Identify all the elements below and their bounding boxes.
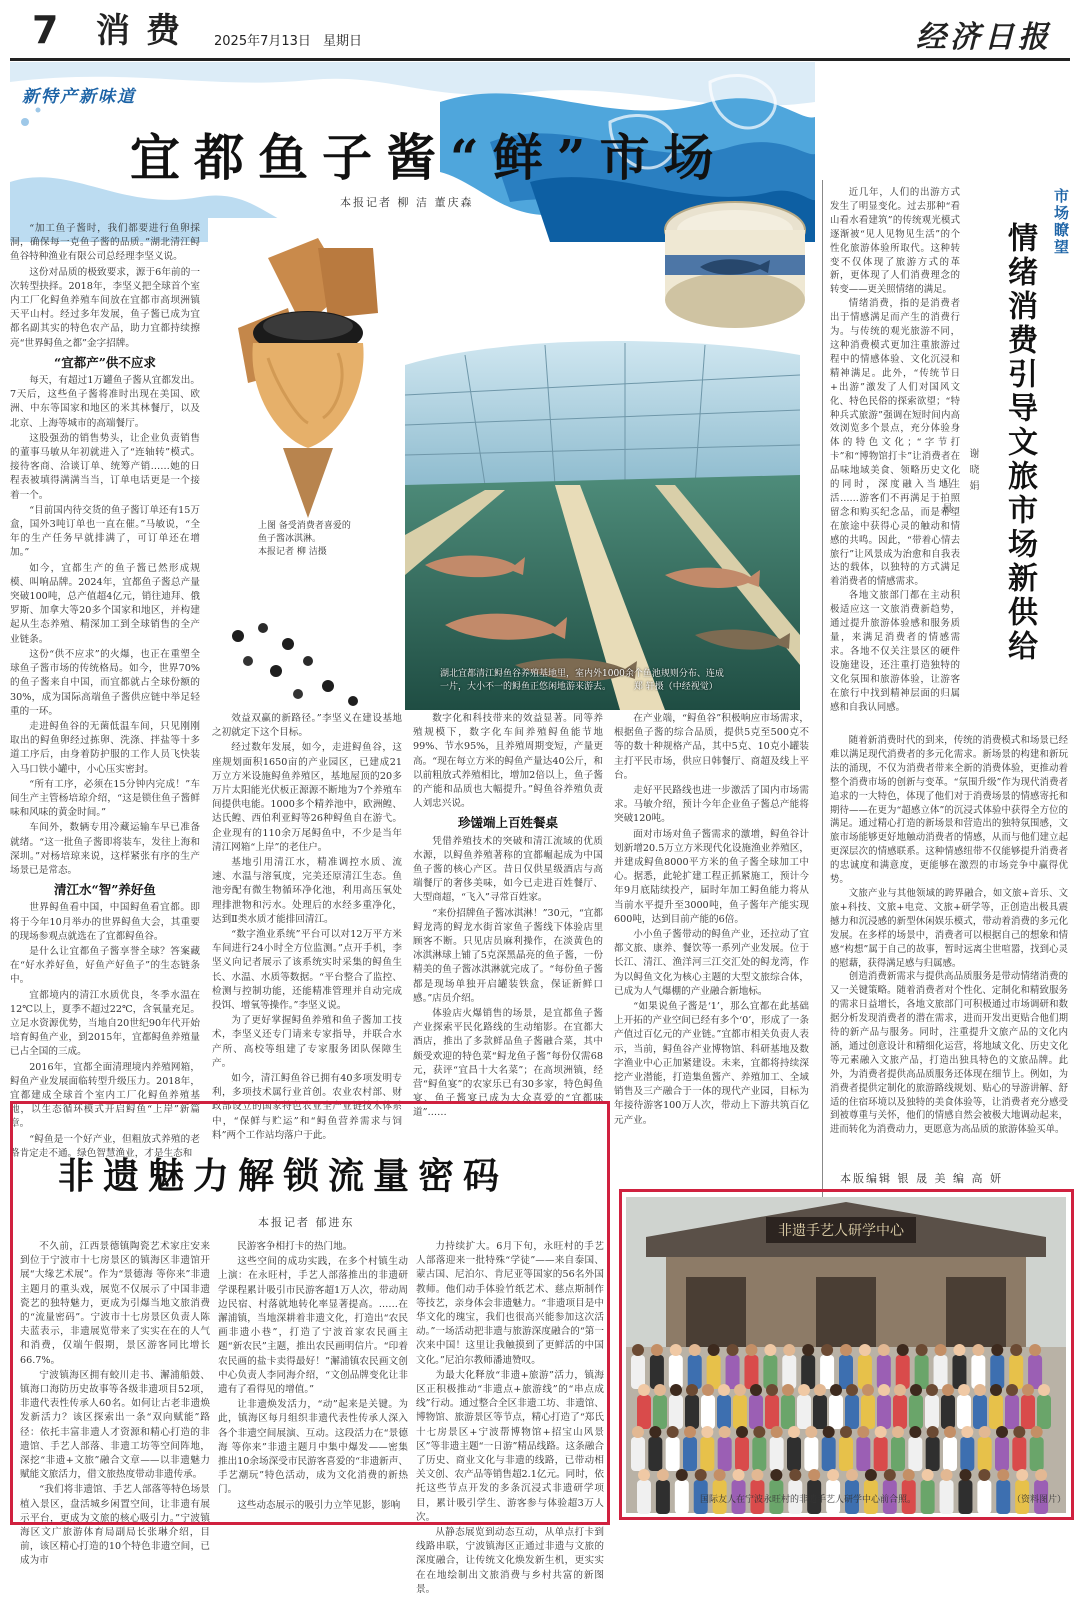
person-figure <box>858 1355 872 1389</box>
person-figure <box>787 1437 801 1471</box>
paragraph: 2016年，宜都全面清理境内养殖网箱，鲟鱼产业发展面临转型升级压力。2018年，宜都建成全球首个室内工厂化鲟鱼养殖基地，以生态循环模式开启鲟鱼“上岸”新篇章。 <box>10 1061 200 1130</box>
person-figure <box>789 1469 801 1481</box>
paragraph: 数字化和科技带来的效益显著。同等养殖规模下，数字化车间养殖鲟鱼能节地99%、节水95%，且养殖周期变短，产量更高。“现在每立方米的鲟鱼产量达40公斤，和以前粗放式养殖相比，增加2倍以上，鱼子酱的产能和品质也大幅提升。”鲟鱼谷养殖负责人刘忠兴说。 <box>413 713 603 810</box>
person-figure <box>675 1480 689 1514</box>
person-figure <box>649 1426 661 1438</box>
person-figure <box>764 1344 776 1356</box>
paragraph: 是什么让宜都鱼子酱享誉全球？答案藏在“好水养好鱼，好鱼产好鱼子”的生态链条中。 <box>10 945 200 986</box>
person-figure <box>1016 1469 1028 1481</box>
person-figure <box>958 1384 970 1396</box>
person-figure <box>892 1426 904 1438</box>
person-figure <box>941 1395 955 1429</box>
paragraph: “加工鱼子酱时，我们都要进行鱼卵採洞，确保每一克鱼子酱的品质。”湖北清江鲟鱼谷特种渔业有限公司总经理李坚义说。 <box>10 223 200 263</box>
person-figure <box>718 1437 732 1471</box>
person-figure <box>653 1395 667 1429</box>
person-figure <box>651 1344 663 1356</box>
person-figure <box>669 1395 683 1429</box>
person-figure <box>859 1344 871 1356</box>
caption-line: 湖北宜都清江鲟鱼谷养殖基地里，室内外1000余个鱼池规则分布、连成 <box>440 669 724 679</box>
person-figure <box>990 1384 1002 1396</box>
side-section-tag: 市场瞭望 <box>1052 188 1070 256</box>
person-figure <box>1037 1395 1051 1429</box>
paragraph: 这股强劲的销售势头，让企业负责销售的董事马敏从年初就进入了“连轴转”模式。接待客商、洽谈订单、统筹产销……她的日程表被填得满满当当，订单电话更是一个接着一个。 <box>10 432 200 501</box>
person-figure <box>750 1384 762 1396</box>
paragraph: “目前国内待交货的鱼子酱订单还有15万盒，国外3吨订单也一直在催。”马敏说，“全年的生产任务早就排满了，可订单还在增加。” <box>10 504 200 559</box>
person-figure <box>744 1355 758 1389</box>
person-figure <box>822 1437 836 1471</box>
paragraph: 不久前，江西景德镇陶瓷艺术家庄安来到位于宁波市十七房景区的镇海区非遗馆开展“大缘艺术展”。作为“景德海 等你来”非遗主题月的重头戏，展览不仅展示了中国非遗瓷艺的独特魅力，更成为引爆当地文旅消费的“流量密码”。宁波市十七房景区负责人陈夫蓝表示，非遗展览带来了实实在在的人气和消费，仅端午假期，景区游客同比增长66.7%。 <box>20 1241 210 1366</box>
lead-headline: 宜都鱼子酱“鲜”市场 <box>130 128 728 187</box>
person-figure <box>770 1437 784 1471</box>
person-figure <box>654 1384 666 1396</box>
person-figure <box>823 1426 835 1438</box>
paragraph: 小小鱼子酱带动的鲟鱼产业，还拉动了宜都文旅、康养、餐饮等一系列产业发展。位于长江、清江、渔洋河三江交汇处的鲟龙湾，作为以鲟鱼文化为核心主题的大型文旅综合体，已成为人气爆棚的产业融合新地标。 <box>614 929 809 997</box>
person-figure <box>666 1437 680 1471</box>
lead-column-1 <box>10 222 200 1159</box>
paragraph: 民游客争相打卡的热门地。 <box>237 1241 353 1252</box>
person-figure <box>996 1480 1010 1514</box>
paragraph: 世界鲟鱼看中国，中国鲟鱼看宜都。即将于今年10月举办的世界鲟鱼大会，其重要的现场参观点就选在了宜都鲟鱼谷。 <box>10 902 200 942</box>
person-figure <box>797 1395 811 1429</box>
person-figure <box>896 1355 910 1389</box>
paragraph: 这些动态展示的吸引力立竿见影，影响 <box>237 1499 401 1511</box>
person-figure <box>688 1355 702 1389</box>
person-figure <box>910 1384 922 1396</box>
person-figure <box>840 1426 852 1438</box>
paragraph: “数字渔业系统”平台可以对12万平方米车间进行24小时全方位监测。”点开手机，李坚义向记者展示了该系统实时采集的鲟鱼生长、水温、水质等数据。“平台整合了监控、检测与控制功能，还能精准管理并自动完成投饵、增氧等操作。”李坚义说。 <box>212 929 402 1012</box>
person-figure <box>908 1437 922 1471</box>
heritage-photo-caption: 国际友人在宁波永旺村的非遗手艺人研学中心前合照。 <box>700 1495 917 1505</box>
paragraph: 走好平民路线也进一步激活了国内市场需求。马敏介绍，预计今年企业鱼子酱总产能将突破120吨。 <box>614 785 809 825</box>
paragraph: 让非遗焕发活力，“动”起来是关键。为此，镇海区每月组织非遗代表性传承人深入各个非遗空间展演、互动。这段活力在“景德海 等你来”非遗主题月中集中爆发——密集推出10余场深受市民游客喜爱的“非遗新声、手艺潮玩”特色活动，成为文化消费的新热门。 <box>218 1399 408 1496</box>
side-column-bottom <box>830 734 1068 1164</box>
person-figure <box>934 1355 948 1389</box>
person-figure <box>845 1395 859 1429</box>
person-figure <box>996 1426 1008 1438</box>
person-figure <box>894 1384 906 1396</box>
person-figure <box>944 1426 956 1438</box>
person-figure <box>865 1469 877 1481</box>
lead-column-3 <box>413 712 604 1119</box>
person-figure <box>921 1480 935 1514</box>
person-figure <box>960 1437 974 1471</box>
paragraph: 体验店火爆销售的场景，是宜都鱼子酱产业探索平民化路线的生动缩影。在宜都大酒店，推出了多款鲜品鱼子酱融合菜，其中颇受欢迎的特色菜“鲟龙鱼子酱”每份仅需68元，获评“宜昌十大名菜”；在高坝洲镇，经营“鲟鱼宴”的农家乐已有30多家，特色鲟鱼宴、鱼子酱宴已成为大众喜爱的“宜都味道”…… <box>413 1008 603 1119</box>
person-figure <box>637 1395 651 1429</box>
person-figure <box>820 1355 834 1389</box>
page-number: 7 <box>32 8 59 52</box>
person-figure <box>840 1344 852 1356</box>
lead-column-2 <box>212 712 402 1141</box>
caption-credit: 本报记者 柳 洁摄 <box>258 547 327 557</box>
person-figure <box>638 1384 650 1396</box>
paragraph: “来份招牌鱼子酱冰淇淋！”30元，“宜都鲟龙湾的鲟龙水街首家鱼子酱线下体验店里顾客不断。只见店员麻利操作，在淡黄色的冰淇淋球上铺了5克深黑晶亮的鱼子酱，一份精美的鱼子酱冰淇淋就完成了。“每份鱼子酱都是现场单独开启罐装铁盒，保证新鲜口感。”店员介绍。 <box>413 907 604 1004</box>
person-figure <box>862 1384 874 1396</box>
person-figure <box>781 1395 795 1429</box>
paragraph: 文旅产业与其他领域的跨界融合，如文旅+音乐、文旅+科技、文旅+电竞、文旅+研学等，正创造出极具震撼力和沉浸感的新型休闲娱乐模式，带动着消费的多元化发展。在多样的场景中，消费者可以根据自己的想象和情感“构想”属于自己的故事，暂时远离尘世喧嚣，找到心灵的慰藉，获得满足感与归属感。 <box>830 887 1068 969</box>
person-figure <box>959 1469 971 1481</box>
person-figure <box>669 1355 683 1389</box>
person-figure <box>783 1344 795 1356</box>
person-figure <box>903 1469 915 1481</box>
person-figure <box>979 1426 991 1438</box>
person-figure <box>798 1384 810 1396</box>
paragraph: 各地文旅部门都在主动积极适应这一文旅消费新趋势，通过提升旅游体验感和服务质量，来满足消费者的情感需求。各地不仅关注景区的硬件设施建设，还注重打造独特的文化氛围和旅游体验，让游客在旅行中找到精神层面的归属感和自我认同感。 <box>830 590 960 713</box>
paragraph: 随着新消费时代的到来，传统的消费模式和场景已经难以满足现代消费者的多元化需求。新场景的构建和新玩法的涌现，不仅为消费者带来全新的消费体验，更推动着整个消费市场的创新与变革。“氛围升级”作为现代消费者追求的一大特色，体现了他们对于消费场景的情感寄托和期待——在更为“超感立体”的沉浸式体验中获得全方位的满足。通过精心打造的新场景和营造出的独特氛围感，文旅市场能够更好地触动消费者的情感，从而与他们建立起更深层次的情感联系。这种情感纽带不仅能够提升消费者的忠诚度和满意度，更能够在激烈的市场竞争中赢得优势。 <box>830 735 1068 886</box>
person-figure <box>893 1395 907 1429</box>
person-figure <box>808 1469 820 1481</box>
person-figure <box>856 1437 870 1471</box>
person-figure <box>771 1426 783 1438</box>
paragraph: 宜都境内的清江水质优良，冬季水温在12℃以上，夏季不超过22℃，含氧量充足。立足水资源优势，当地自20世纪90年代开始培育鲟鱼产业，到2015年，宜都鲟鱼养殖量已占全国的三成。 <box>10 989 200 1058</box>
person-figure <box>973 1395 987 1429</box>
subhead: 珍馐端上百姓餐桌 <box>457 815 558 831</box>
paragraph: “鲟鱼是一个好产业，但粗放式养殖的老路肯定走不通。绿色智慧渔业，才是生态和 <box>10 1133 200 1159</box>
caption-line: 一片，大小不一的鲟鱼正悠闲地游来游去。 <box>440 682 612 692</box>
person-figure <box>701 1395 715 1429</box>
person-figure <box>952 1355 966 1389</box>
person-figure <box>926 1384 938 1396</box>
person-figure <box>667 1426 679 1438</box>
person-figure <box>827 1469 839 1481</box>
paragraph: 为最大化释放“非遗+旅游”活力，镇海区正积极推动“非遗点+旅游线”的“串点成线”行动。通过整合全区非遗工坊、非遗馆、博物馆、旅游景区等节点，精心打造了“郑氏十七房景区+宁波帮博物馆+招宝山风景区”等非遗主题“一日游”精品线路。这条融合了历史、商业文化与非遗的线路，已带动相关文创、农产品等销售超2.1亿元。同时，依托这些节点开发的多条沉浸式非遗研学项目，累计吸引学生、游客参与体验超3万人次。 <box>416 1369 604 1523</box>
person-figure <box>877 1395 891 1429</box>
person-figure <box>821 1344 833 1356</box>
caption-credit: 郑 轩摄（中经视觉） <box>633 682 718 692</box>
person-figure <box>974 1384 986 1396</box>
heritage-photo-credit: （资料图片） <box>1012 1495 1067 1505</box>
paragraph: 基地引用清江水，精准调控水质、流速、水温与溶氧度，完美还原清江生态。鱼池旁配有微生物循环净化池，利用高压氧处理排泄物和污水。处理后的水经多重净化，达到Ⅱ类水质才能排回清江。 <box>212 857 402 925</box>
person-figure <box>1031 1426 1043 1438</box>
person-figure <box>632 1426 644 1438</box>
heritage-column-2 <box>218 1240 408 1515</box>
person-figure <box>1010 1344 1022 1356</box>
inset-photo-caption <box>258 520 398 559</box>
person-figure <box>839 1355 853 1389</box>
person-figure <box>638 1469 650 1481</box>
person-figure <box>804 1437 818 1471</box>
person-figure <box>718 1384 730 1396</box>
person-figure <box>813 1395 827 1429</box>
person-figure <box>770 1469 782 1481</box>
person-figure <box>1029 1344 1041 1356</box>
person-figure <box>1013 1426 1025 1438</box>
person-figure <box>971 1355 985 1389</box>
person-figure <box>714 1469 726 1481</box>
paragraph: 从静态展览到动态互动，从单点打卡到线路串联，宁波镇海区正通过非遗与文旅的深度融合，让传统文化焕发新生机，更实实在在地绘制出文旅消费与乡村共富的新图景。 <box>416 1527 604 1595</box>
person-figure <box>990 1355 1004 1389</box>
person-figure <box>683 1437 697 1471</box>
section-kicker: 新特产新味道 <box>22 87 136 107</box>
side-author: 马 晨 <box>940 478 951 520</box>
person-figure <box>922 1469 934 1481</box>
weekday: 星期日 <box>323 34 363 49</box>
main-photo-caption <box>440 668 800 694</box>
heritage-headline: 非遗魅力解锁流量密码 <box>58 1155 509 1197</box>
paragraph: 车间外，数辆专用冷藏运输车早已准备就绪。“这一批鱼子酱即将装车，发往上海和深圳。”对杨培琼来说，这样紧张有序的生产场景已是常态。 <box>10 822 200 876</box>
person-figure <box>878 1384 890 1396</box>
person-figure <box>733 1395 747 1429</box>
heritage-group-photo <box>626 1197 1066 1513</box>
person-figure <box>1038 1384 1050 1396</box>
person-figure <box>884 1469 896 1481</box>
section-name: 消费 <box>96 11 196 51</box>
lead-column-4 <box>614 712 809 1126</box>
person-figure <box>727 1344 739 1356</box>
person-figure <box>648 1437 662 1471</box>
person-figure <box>978 1469 990 1481</box>
person-figure <box>1012 1437 1026 1471</box>
caption-line: 鱼子酱冰淇淋。 <box>258 534 322 544</box>
person-figure <box>877 1355 891 1389</box>
sturgeon-farm-photo <box>405 335 800 710</box>
person-figure <box>735 1437 749 1471</box>
person-figure <box>977 1480 991 1514</box>
person-figure <box>700 1437 714 1471</box>
person-figure <box>670 1384 682 1396</box>
person-figure <box>763 1355 777 1389</box>
masthead <box>0 0 1080 62</box>
heritage-byline: 本报记者 郁进东 <box>258 1216 355 1229</box>
paragraph: “如果说鱼子酱是‘1’，那么宜都在此基础上开拓的产业空间已经有多个‘0’，形成了一条产值过百亿元的产业链。”宜都市相关负责人表示，当前，鲟鱼谷产业博物馆、科研基地及数字渔业中心正加紧建设。未来，宜都将持续深挖产业潜能，打造集鱼酱产、养殖加工、全域销售及三产融合于一体的现代产业园，目标为年接待游客100万人次，带动上下游共筑百亿元产业。 <box>614 1001 809 1126</box>
person-figure <box>766 1384 778 1396</box>
paragraph: 在产业端，“鲟鱼谷”积极响应市场需求，根据鱼子酱的综合品质，提供5克至500克不等的数十种规格产品，其中5克、10克小罐装主打平民市场，供应日韩餐厅、商超及线上平台。 <box>614 713 809 781</box>
heritage-sign: 非遗手艺人研学中心 <box>778 1223 904 1239</box>
person-figure <box>829 1395 843 1429</box>
caviar-tin-illustration <box>660 195 810 335</box>
paragraph: 近几年，人们的出游方式发生了明显变化。过去那种“看山看水看建筑”的传统观光模式逐渐被“见人见物见生活”的个性化旅游体验所取代。这种转变不仅体现了旅游方式的革新，更体现了人们消费理念的转变——更关照情绪的满足。 <box>830 187 960 296</box>
subhead: 清江水“智”养好鱼 <box>54 882 156 898</box>
person-figure <box>915 1355 929 1389</box>
person-figure <box>631 1355 645 1389</box>
person-figure <box>989 1395 1003 1429</box>
person-figure <box>670 1344 682 1356</box>
person-figure <box>637 1480 651 1514</box>
person-figure <box>751 1469 763 1481</box>
person-figure <box>631 1437 645 1471</box>
person-figure <box>997 1469 1009 1481</box>
person-figure <box>935 1344 947 1356</box>
person-figure <box>1028 1355 1042 1389</box>
paper-logo: 经济日报 <box>916 20 1052 55</box>
editors-credit: 本版编辑 银 晟 美 编 高 妍 <box>840 1172 1003 1185</box>
person-figure <box>719 1426 731 1438</box>
paragraph: 如今，清江鲟鱼谷已拥有40多项发明专利，多项技术属行业首创。农业农村部、财政部设立的国家特色农业全产业链技术体系中，“保鲜与贮运”和“鲟鱼营养需求与饲料”两个工作站均落户于此。 <box>212 1073 402 1141</box>
person-figure <box>942 1384 954 1396</box>
person-figure <box>788 1426 800 1438</box>
heritage-column-3 <box>416 1240 604 1595</box>
paragraph: 面对市场对鱼子酱需求的激增，鲟鱼谷计划新增20.5万立方米现代化设施渔业养殖区，并建成鲟鱼8000平方米的鱼子酱全球加工中心。据悉，此轮扩建工程正抓紧施工，预计今年9月底陆续投产，届时年加工鲟鱼能力将从当前水平提升至3000吨，鱼子酱年产能实现600吨，达到目前产能的6倍。 <box>614 828 809 925</box>
person-figure <box>958 1480 972 1514</box>
person-figure <box>941 1469 953 1481</box>
issue-date <box>214 30 362 49</box>
person-figure <box>782 1355 796 1389</box>
person-figure <box>916 1344 928 1356</box>
paragraph: 经过数年发展，如今，走进鲟鱼谷，这座规划面积1650亩的产业园区，已建成21万立方米设施鲟鱼养殖区，基地屋顶的20多万片太阳能光伏板正源源不断地为7个养殖车间提供电能。1000多个精养池中，欧洲鳇、达氏鳇、西伯利亚鲟等26种鲟鱼自在游弋。企业现有的110余万尾鲟鱼中，不少是当年清江网箱“上岸”的老住户。 <box>212 742 402 853</box>
paragraph: 每天，有超过1万罐鱼子酱从宜都发出。7天后，这些鱼子酱将准时出现在美国、欧洲、中东等国家和地区的米其林餐厅，以及北京、上海等城市的高端餐厅。 <box>10 375 200 429</box>
person-figure <box>765 1395 779 1429</box>
person-figure <box>857 1426 869 1438</box>
paragraph: 情绪消费，指的是消费者出于情感满足而产生的消费行为。与传统的观光旅游不同，这种消费模式更加注重旅游过程中的情感体验、文化沉浸和精神满足。此外，“传统节日+出游”激发了人们对国风文化、特色民俗的探索欲望；“特种兵式旅游”强调在短时间内高效浏览多个景点，充分体验身体的特色文化；“字节打卡”和“博物馆打卡”让消费者在品味地域美食、领略历史文化的同时，深度融入当地生活……游客们不再满足于拍照留念和购买纪念品，而是希望在旅途中获得心灵的触动和情感的共鸣。因此，“带着心情去旅行”让风景成为治愈和自我表达的载体，以独特的方式满足着消费者的情感需求。 <box>830 298 960 588</box>
person-figure <box>734 1384 746 1396</box>
person-figure <box>1030 1437 1044 1471</box>
masthead-rule <box>10 58 1070 61</box>
paragraph: “我们将非遗馆、手艺人部落等特色场景植入景区，盘活城乡闲置空间，让非遗有展示平台，更成为文旅的核心吸引力。”宁波镇海区文广旅游体育局副局长张琳介绍，目前，该区精心打造的10个特色非遗空间，已成为市 <box>20 1484 210 1567</box>
person-figure <box>782 1384 794 1396</box>
person-figure <box>846 1384 858 1396</box>
person-figure <box>726 1355 740 1389</box>
paragraph: 创造消费新需求与提供高品质服务是带动情绪消费的又一关键策略。随着消费者对个性化、定制化和精致服务的需求日益增长，各地文旅部门可积极通过市场调研和数据分析发现消费者的潜在需求，进而开发出更贴合他们期待的新产品与服务。同时，注重提升文旅产品的文化内涵，通过创意设计和精细化运营，将地域文化、历史文化等元素融入文旅产品，打造出独具特色的文旅品牌。此外，为消费者提供高品质服务还体现在细节上。例如，为消费者提供定制化的旅游路线规划、贴心的导游讲解、舒适的住宿环境以及独特的美食体验等，让消费者充分感受到被尊重与关怀，他们的情感自然会被极大地调动起来，进而转化为消费动力，更愿意为高品质的旅游体验买单。 <box>830 971 1068 1136</box>
paragraph: 这份“供不应求”的火爆，也正在重塑全球鱼子酱市场的传统格局。如今，世界70%的鱼子酱来自中国，而宜都就占全球份额的30%，成为国际高端鱼子酱供应链中举足轻重的一环。 <box>10 648 200 717</box>
person-figure <box>995 1437 1009 1471</box>
side-author: 谢晓娟 <box>967 448 978 496</box>
paragraph: 这些空间的成功实践，在多个村镇生动上演：在永旺村，手艺人部落推出的非遗研学课程累计吸引市民游客超1万人次，带动周边民宿、村落就地转化率显著提高。……在澥浦镇，当地深耕着非遗文化，打造出“农民画非遗小巷”，打造了宁波首家农民画主题“新农民”主题，推出农民画明信片。“印着农民画的盐卡卖得最好！”澥浦镇农民画文创中心负责人李同海介绍，“文创品牌变化让非遗有了看得见的增值。” <box>218 1256 408 1396</box>
person-figure <box>802 1344 814 1356</box>
person-figure <box>801 1355 815 1389</box>
person-figure <box>1005 1395 1019 1429</box>
person-figure <box>686 1384 698 1396</box>
person-figure <box>650 1355 664 1389</box>
person-figure <box>957 1395 971 1429</box>
person-figure <box>891 1437 905 1471</box>
person-figure <box>702 1384 714 1396</box>
person-figure <box>805 1426 817 1438</box>
person-figure <box>978 1437 992 1471</box>
person-figure <box>909 1426 921 1438</box>
person-figure <box>940 1480 954 1514</box>
date: 2025年7月13日 <box>214 34 311 49</box>
person-figure <box>953 1344 965 1356</box>
person-figure <box>657 1469 669 1481</box>
person-figure <box>875 1426 887 1438</box>
person-figure <box>961 1426 973 1438</box>
lead-byline: 本报记者 柳 洁 董庆森 <box>340 196 474 209</box>
person-figure <box>943 1437 957 1471</box>
person-figure <box>972 1344 984 1356</box>
person-figure <box>814 1384 826 1396</box>
person-figure <box>1021 1395 1035 1429</box>
paragraph: 凭借养殖技术的突破和清江流域的优质水源，以鲟鱼养殖著称的宜都崛起成为中国鱼子酱的核心产区。昔日仅供星级酒店与高端餐厅的奢侈美味，如今已走进百姓餐厅、大型商超，“飞入”寻常百姓家。 <box>413 835 603 904</box>
person-figure <box>632 1344 644 1356</box>
person-figure <box>839 1437 853 1471</box>
side-column-top <box>830 186 960 731</box>
caviar-icecream-photo <box>208 218 408 518</box>
caviar-pearls-decoration <box>218 616 378 716</box>
person-figure <box>897 1344 909 1356</box>
person-figure <box>689 1344 701 1356</box>
person-figure <box>745 1344 757 1356</box>
paragraph: 如今，宜都生产的鱼子酱已然形成规模、叫响品牌。2024年，宜都鱼子酱总产量突破100吨，总产值超4亿元，销往迪拜、俄罗斯、加拿大等20多个国家和地区，并构建起从生态养殖、精深加工到全球销售的全产业链条。 <box>10 562 200 645</box>
person-figure <box>736 1426 748 1438</box>
person-figure <box>685 1395 699 1429</box>
subhead: “宜都产”供不应求 <box>54 354 156 370</box>
person-figure <box>830 1384 842 1396</box>
side-headline: 情绪消费引导文旅市场新供给 <box>1002 222 1037 664</box>
person-figure <box>684 1426 696 1438</box>
person-figure <box>1006 1384 1018 1396</box>
person-figure <box>656 1480 670 1514</box>
paragraph: 为了更好掌握鲟鱼养殖和鱼子酱加工技术，李坚义还专门请来专家指导，并联合水产所、高校等组建了专家服务团队保障生产。 <box>212 1015 402 1069</box>
paragraph: 这份对品质的极致要求，源于6年前的一次转型抉择。2018年，李坚义把全球首个室内工厂化鲟鱼养殖车间放在宜都市高坝洲镇天平山村。经过多年发展，鱼子酱已成为宜都名副其实的特色农产品，助力宜都持续擦亮“世界鲟鱼之都”金字招牌。 <box>10 266 200 349</box>
person-figure <box>733 1469 745 1481</box>
person-figure <box>749 1395 763 1429</box>
paragraph: 宁波镇海区拥有蛟川走书、澥浦船鼓、镇海口海防历史故事等各级非遗项目52项，非遗代表性传承人60名。如何让古老非遗焕发新活力？该区探索出一条“双向赋能”路径：依托丰富非遗人才资源和精心打造的非遗馆、手艺人部落、非遗工坊等空间阵地，深挖“非遗+文旅”融合文章——以非遗魅力赋能文旅活力，借文旅热度带动非遗传承。 <box>20 1369 210 1481</box>
person-figure <box>1009 1355 1023 1389</box>
person-figure <box>707 1355 721 1389</box>
person-figure <box>846 1469 858 1481</box>
person-figure <box>695 1469 707 1481</box>
person-figure <box>925 1395 939 1429</box>
person-figure <box>676 1469 688 1481</box>
paragraph: 力持续扩大。6月下旬，永旺村的手艺人部落迎来一批特殊“学徒”——来自泰国、蒙古国、尼泊尔、肯尼亚等国家的56名外国教师。他们动手体验竹纸艺术、慈点斯制作等技艺，亲身体会非遗魅力。“非遗项目是中华文化的瑰宝，我们也很高兴能参加这次活动。”一场活动把非遗与旅游深度融合的“第一次来中国！这里让我触摸到了更鲜活的中国文化。”尼泊尔教师潘迪赞叹。 <box>416 1241 604 1366</box>
person-figure <box>752 1437 766 1471</box>
paragraph: 效益双赢的新路径。”李坚义在建设基地之初就定下这个目标。 <box>212 713 402 739</box>
person-figure <box>701 1426 713 1438</box>
person-figure <box>909 1395 923 1429</box>
person-figure <box>1035 1469 1047 1481</box>
paragraph: 走进鲟鱼谷的无菌低温车间，只见刚刚取出的鲟鱼卵经过拣卵、洗涤、拌盐等十多道工序后，由身着防护服的工作人员飞快装入马口铁小罐中，小心压实密封。 <box>10 720 200 775</box>
person-figure <box>926 1437 940 1471</box>
paragraph: “所有工序，必须在15分钟内完成！”车间生产主管杨培琼介绍，“这是锁住鱼子酱鲜味和风味的黄金时间。” <box>10 778 200 819</box>
heritage-column-1 <box>20 1240 210 1567</box>
person-figure <box>878 1344 890 1356</box>
person-figure <box>1022 1384 1034 1396</box>
person-figure <box>991 1344 1003 1356</box>
person-figure <box>753 1426 765 1438</box>
person-figure <box>874 1437 888 1471</box>
person-figure <box>927 1426 939 1438</box>
person-figure <box>708 1344 720 1356</box>
caption-line: 上图 备受消费者喜爱的 <box>258 521 351 531</box>
person-figure <box>717 1395 731 1429</box>
person-figure <box>861 1395 875 1429</box>
